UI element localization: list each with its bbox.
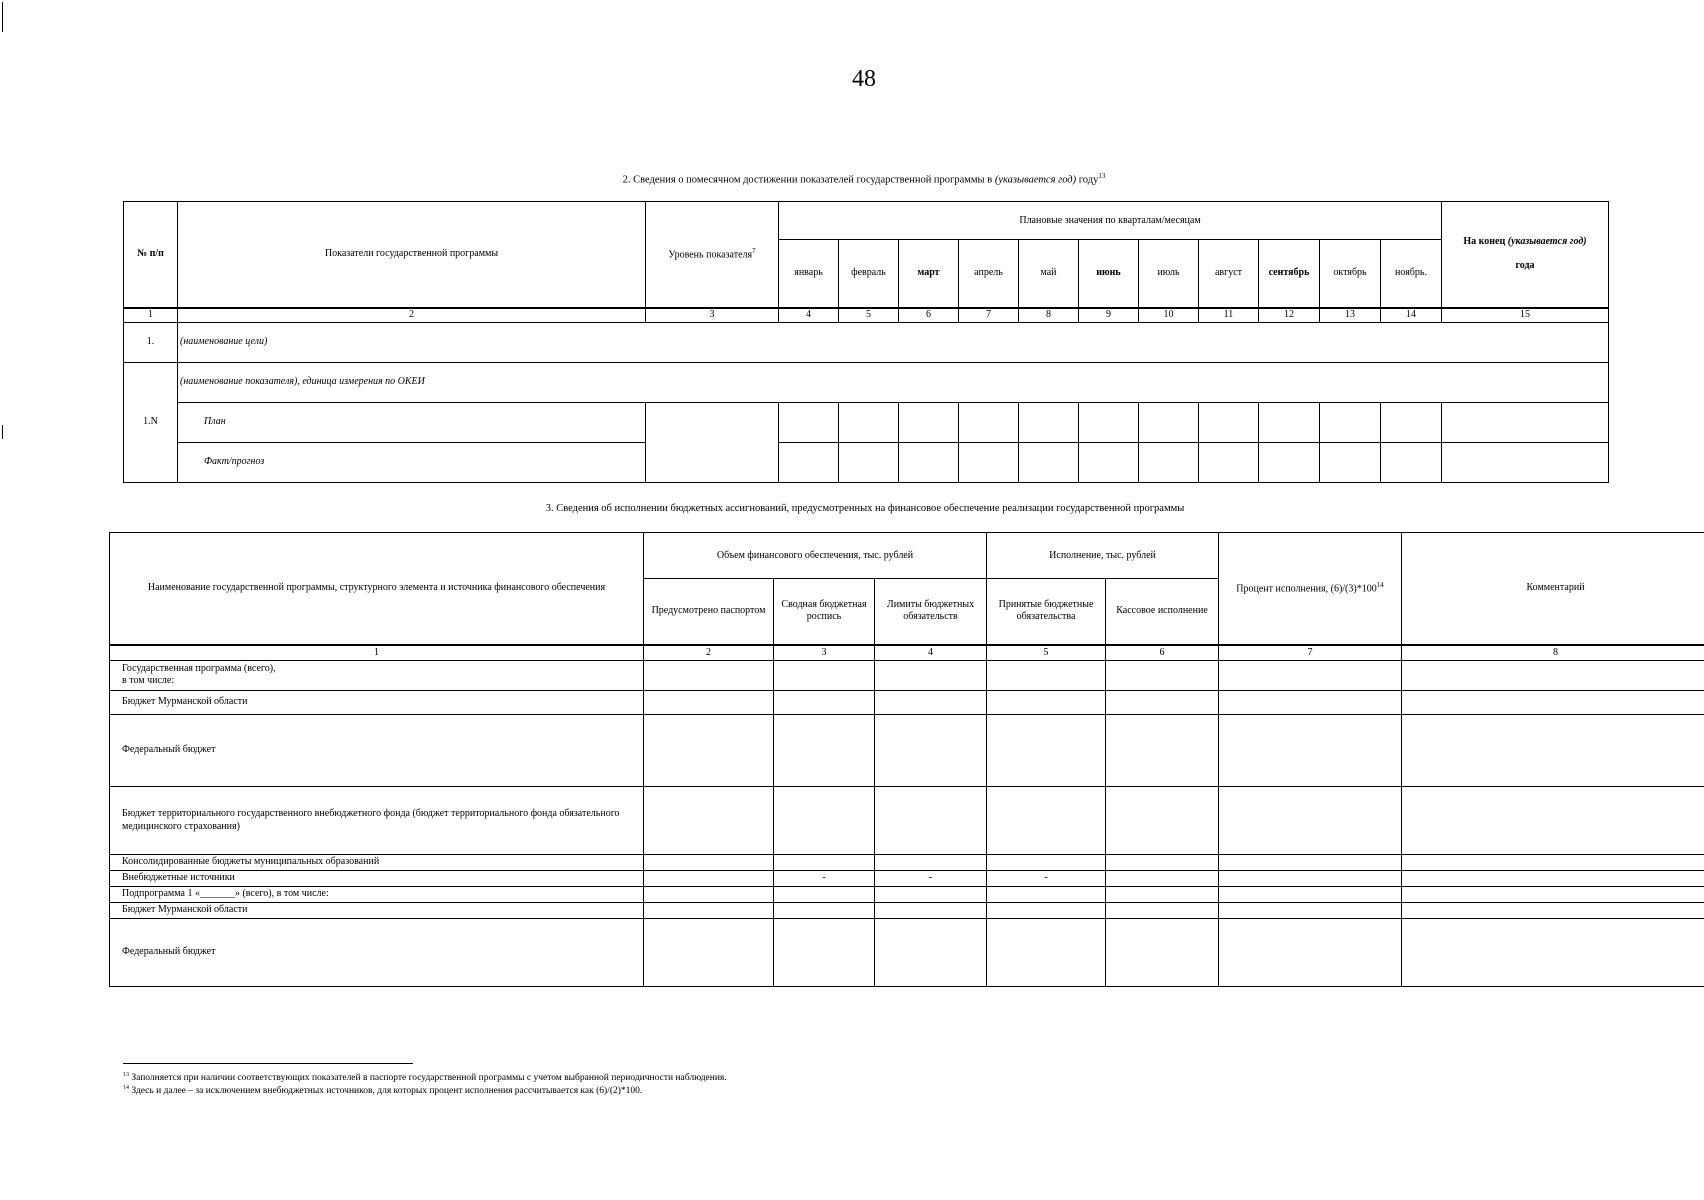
indicator-name: (наименование показателя), единица измерения по ОКЕИ	[178, 362, 1609, 402]
fact-label: Факт/прогноз	[178, 442, 646, 482]
col-number: 10	[1139, 308, 1199, 323]
plan-cell	[1019, 402, 1079, 442]
col-number: 6	[1106, 645, 1219, 661]
header-consolidated: Сводная бюджетная роспись	[774, 579, 875, 645]
budget-table	[109, 532, 1704, 987]
month-mar: март	[899, 240, 959, 308]
dash-cell: -	[875, 870, 987, 886]
col-number: 4	[779, 308, 839, 323]
col-number: 7	[1219, 645, 1402, 661]
plan-cell	[839, 402, 899, 442]
page-number: 48	[852, 66, 876, 92]
col-number: 3	[646, 308, 779, 323]
header-funding: Объем финансового обеспечения, тыс. рублей	[644, 533, 987, 579]
row-subprogram: Подпрограмма 1 «_______» (всего), в том числе:	[110, 886, 644, 902]
fact-cell	[1079, 442, 1139, 482]
header-planned: Плановые значения по кварталам/месяцам	[779, 202, 1442, 240]
header-level: Уровень показателя$^7$	[646, 202, 779, 308]
header-percent: Процент исполнения, $(6)/(3)*100^{14}$	[1219, 533, 1402, 645]
col-number: 15	[1442, 308, 1609, 323]
header-num: № п/п	[124, 202, 178, 308]
col-number: 5	[987, 645, 1106, 661]
row-regional-budget: Бюджет Мурманской области	[110, 690, 644, 714]
header-indicators: Показатели государственной программы	[178, 202, 646, 308]
row-program-total: Государственная программа (всего), в том числе:	[110, 660, 644, 690]
footnote-separator	[123, 1063, 413, 1064]
month-may: май	[1019, 240, 1079, 308]
col-number: 13	[1320, 308, 1381, 323]
fact-cell	[779, 442, 839, 482]
month-nov: ноябрь.	[1381, 240, 1442, 308]
footnote-13: $^{13}$ Заполняется при наличии соответствующих показателей в паспорте государственной программы с учетом выбранной периодичности наблюдения.	[123, 1072, 727, 1084]
plan-cell	[779, 402, 839, 442]
margin-mark-top	[2, 2, 3, 32]
fact-cell	[1320, 442, 1381, 482]
col-number: 2	[178, 308, 646, 323]
goal-num: 1.	[124, 322, 178, 362]
plan-cell	[1199, 402, 1259, 442]
month-oct: октябрь	[1320, 240, 1381, 308]
fact-cell	[1442, 442, 1609, 482]
plan-label: План	[178, 402, 646, 442]
col-number: 8	[1402, 645, 1704, 661]
plan-cell	[1259, 402, 1320, 442]
col-number: 5	[839, 308, 899, 323]
dash-cell: -	[774, 870, 875, 886]
header-limits: Лимиты бюджетных обязательств	[875, 579, 987, 645]
indicator-num: 1.N	[124, 362, 178, 482]
goal-name: (наименование цели)	[178, 322, 1609, 362]
header-cash: Кассовое исполнение	[1106, 579, 1219, 645]
month-jul: июль	[1139, 240, 1199, 308]
month-jan: январь	[779, 240, 839, 308]
row-sub-regional-budget: Бюджет Мурманской области	[110, 902, 644, 918]
col-number: 8	[1019, 308, 1079, 323]
level-cell	[646, 402, 779, 482]
margin-mark-middle	[2, 425, 3, 439]
plan-cell	[959, 402, 1019, 442]
footnote-14: $^{14}$ Здесь и далее – за исключением внебюджетных источников, для которых процент исполнения рассчитывается как (6)/(2)*100.	[123, 1085, 643, 1097]
fact-cell	[1381, 442, 1442, 482]
fact-cell	[1139, 442, 1199, 482]
col-number: 9	[1079, 308, 1139, 323]
col-number: 12	[1259, 308, 1320, 323]
month-aug: август	[1199, 240, 1259, 308]
month-sep: сентябрь	[1259, 240, 1320, 308]
col-number: 6	[899, 308, 959, 323]
fact-cell	[1199, 442, 1259, 482]
section2-title: 2. Сведения о помесячном достижении показателей государственной программы в (указывается год) году$^{13}$	[622, 172, 1106, 186]
plan-cell	[899, 402, 959, 442]
fact-cell	[959, 442, 1019, 482]
row-federal-budget: Федеральный бюджет	[110, 714, 644, 786]
col-number: 1	[110, 645, 644, 661]
row-extrabudgetary-sources: Внебюджетные источники	[110, 870, 644, 886]
plan-cell	[1381, 402, 1442, 442]
col-number: 3	[774, 645, 875, 661]
plan-cell	[1139, 402, 1199, 442]
col-number: 4	[875, 645, 987, 661]
fact-cell	[1259, 442, 1320, 482]
plan-cell	[1079, 402, 1139, 442]
fact-cell	[899, 442, 959, 482]
col-number: 14	[1381, 308, 1442, 323]
header-year-end: На конец (указывается год) года	[1442, 202, 1609, 308]
col-number: 11	[1199, 308, 1259, 323]
row-sub-federal-budget: Федеральный бюджет	[110, 918, 644, 986]
section3-title: 3. Сведения об исполнении бюджетных ассигнований, предусмотренных на финансовое обеспечение реализации государственной программы	[545, 503, 1185, 514]
header-execution: Исполнение, тыс. рублей	[987, 533, 1219, 579]
month-jun: июнь	[1079, 240, 1139, 308]
month-apr: апрель	[959, 240, 1019, 308]
row-extrabudgetary-fund: Бюджет территориального государственного внебюджетного фонда (бюджет территориального фонда обязательного медицинского страхования)	[110, 786, 644, 854]
col-number: 7	[959, 308, 1019, 323]
col-number: 1	[124, 308, 178, 323]
header-comment: Комментарий	[1402, 533, 1704, 645]
header-passport: Предусмотрено паспортом	[644, 579, 774, 645]
fact-cell	[839, 442, 899, 482]
row-municipal-budgets: Консолидированные бюджеты муниципальных образований	[110, 854, 644, 870]
plan-cell	[1442, 402, 1609, 442]
month-feb: февраль	[839, 240, 899, 308]
indicators-table	[123, 201, 1609, 483]
col-number: 2	[644, 645, 774, 661]
fact-cell	[1019, 442, 1079, 482]
header-name: Наименование государственной программы, структурного элемента и источника финансового обеспечения	[110, 533, 644, 645]
header-accepted: Принятые бюджетные обязательства	[987, 579, 1106, 645]
dash-cell: -	[987, 870, 1106, 886]
plan-cell	[1320, 402, 1381, 442]
